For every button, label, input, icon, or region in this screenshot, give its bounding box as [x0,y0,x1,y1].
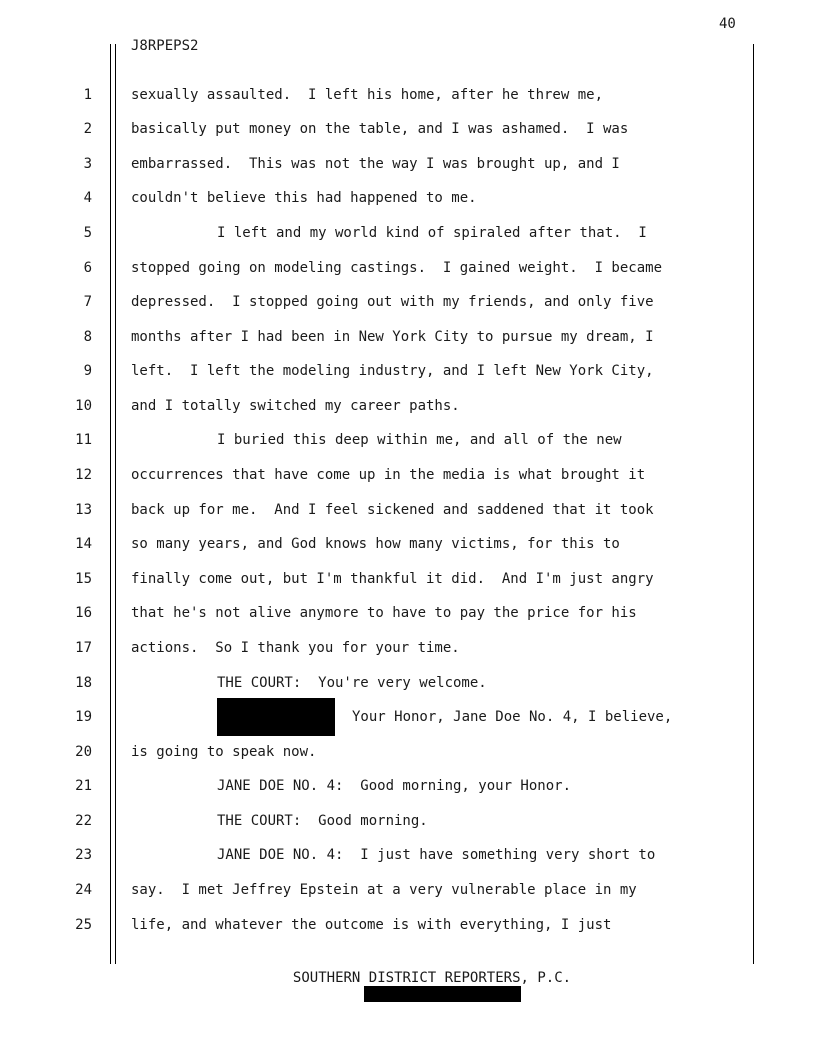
line-number: 18 [75,675,92,691]
line-number: 14 [75,536,92,552]
line-number: 16 [75,605,92,621]
transcript-line: actions. So I thank you for your time. [131,640,460,656]
transcript-line: finally come out, but I'm thankful it did. And I'm just angry [131,571,654,587]
left-margin-rule-inner [115,44,116,964]
transcript-line: embarrassed. This was not the way I was brought up, and I [131,156,620,172]
transcript-line: and I totally switched my career paths. [131,398,460,414]
page-number: 40 [719,16,736,32]
line-number: 5 [83,225,92,241]
transcript-line: stopped going on modeling castings. I gained weight. I became [131,260,663,276]
transcript-line: back up for me. And I feel sickened and saddened that it took [131,502,654,518]
line-number: 4 [83,190,92,206]
transcript-line: THE COURT: Good morning. [217,813,428,829]
line-number: 24 [75,882,92,898]
transcript-line: JANE DOE NO. 4: I just have something very short to [217,847,656,863]
line-number: 17 [75,640,92,656]
speaker-redaction [217,698,335,736]
line-number: 7 [83,294,92,310]
reporter-footer: SOUTHERN DISTRICT REPORTERS, P.C. [292,970,572,986]
transcript-line: sexually assaulted. I left his home, after he threw me, [131,87,604,103]
transcript-line: couldn't believe this had happened to me. [131,190,477,206]
line-number: 13 [75,502,92,518]
line-number: 23 [75,847,92,863]
left-margin-rule-outer [110,44,111,964]
line-number: 12 [75,467,92,483]
right-margin-rule [753,44,754,964]
transcript-line: say. I met Jeffrey Epstein at a very vulnerable place in my [131,882,637,898]
line-number: 15 [75,571,92,587]
line-number: 22 [75,813,92,829]
line-number: 2 [83,121,92,137]
transcript-line: left. I left the modeling industry, and I left New York City, [131,363,654,379]
line-number: 10 [75,398,92,414]
transcript-line: Your Honor, Jane Doe No. 4, I believe, [352,709,673,725]
line-number: 25 [75,917,92,933]
transcript-line: depressed. I stopped going out with my friends, and only five [131,294,654,310]
transcript-line: JANE DOE NO. 4: Good morning, your Honor. [217,778,572,794]
line-number: 9 [83,363,92,379]
transcript-line: basically put money on the table, and I was ashamed. I was [131,121,629,137]
transcript-line: life, and whatever the outcome is with everything, I just [131,917,612,933]
line-number: 8 [83,329,92,345]
transcript-line: so many years, and God knows how many victims, for this to [131,536,620,552]
line-number: 1 [83,87,92,103]
transcript-line: that he's not alive anymore to have to pay the price for his [131,605,637,621]
transcript-line: months after I had been in New York City to pursue my dream, I [131,329,654,345]
line-number: 21 [75,778,92,794]
footer-redaction [364,986,521,1002]
case-id: J8RPEPS2 [131,38,199,54]
transcript-line: occurrences that have come up in the media is what brought it [131,467,646,483]
line-number: 3 [83,156,92,172]
line-number: 20 [75,744,92,760]
transcript-line: THE COURT: You're very welcome. [217,675,487,691]
line-number: 6 [83,260,92,276]
transcript-line: I left and my world kind of spiraled after that. I [217,225,647,241]
transcript-line: is going to speak now. [131,744,317,760]
line-number: 19 [75,709,92,725]
transcript-line: I buried this deep within me, and all of the new [217,432,622,448]
line-number: 11 [75,432,92,448]
